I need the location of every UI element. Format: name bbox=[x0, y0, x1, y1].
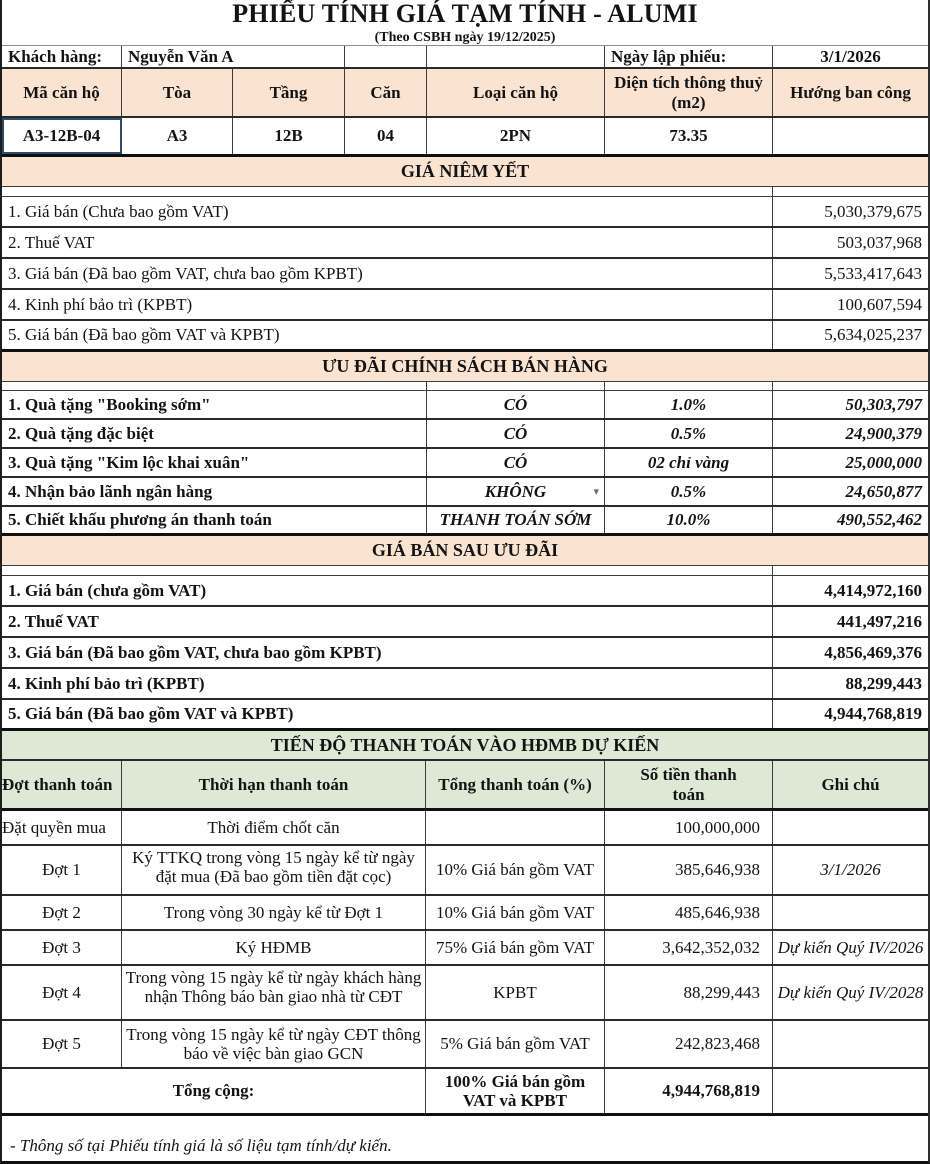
discounted-price-label[interactable]: 5. Giá bán (Đã bao gồm VAT và KPBT) bbox=[2, 700, 773, 728]
cell-area[interactable]: 73.35 bbox=[605, 118, 773, 154]
listed-price-value[interactable]: 5,030,379,675 bbox=[824, 201, 922, 221]
schedule-amount[interactable]: 88,299,443 bbox=[605, 966, 773, 1019]
promotion-row bbox=[2, 391, 928, 420]
schedule-row-5 bbox=[2, 1021, 928, 1069]
discounted-price-row bbox=[2, 700, 928, 731]
listed-price-row bbox=[2, 197, 928, 228]
header-apartment-code[interactable]: Mã căn hộ bbox=[2, 69, 122, 116]
empty-cell[interactable] bbox=[773, 566, 928, 575]
cell-floor[interactable]: 12B bbox=[233, 118, 345, 154]
schedule-header-note[interactable]: Ghi chú bbox=[821, 774, 880, 794]
schedule-amount[interactable]: 100,000,000 bbox=[605, 811, 773, 844]
schedule-row-3 bbox=[2, 931, 928, 966]
promotion-option[interactable]: CÓ bbox=[427, 449, 605, 476]
customer-name-cell[interactable]: Nguyễn Văn A bbox=[122, 46, 345, 67]
schedule-term[interactable]: Ký TTKQ trong vòng 15 ngày kể từ ngày đặt mua (Đã bao gồm tiền đặt cọc) bbox=[122, 846, 426, 894]
header-unit-type[interactable]: Loại căn hộ bbox=[427, 69, 605, 116]
header-area[interactable]: Diện tích thông thuỷ (m2) bbox=[605, 69, 773, 116]
schedule-row-1 bbox=[2, 846, 928, 896]
empty-cell[interactable] bbox=[2, 566, 773, 575]
spacer-row bbox=[2, 187, 928, 197]
listed-price-row bbox=[2, 290, 928, 321]
total-percent-cell[interactable]: 100% Giá bán gồm VAT và KPBT bbox=[426, 1069, 605, 1113]
discounted-price-label[interactable]: 2. Thuế VAT bbox=[2, 607, 773, 636]
listed-price-row bbox=[2, 321, 928, 352]
listed-price-row bbox=[2, 259, 928, 290]
promotion-option[interactable]: CÓ bbox=[427, 420, 605, 447]
promotion-row bbox=[2, 507, 928, 536]
listed-price-label[interactable]: 1. Giá bán (Chưa bao gồm VAT) bbox=[2, 197, 773, 226]
promotion-label[interactable]: 3. Quà tặng "Kim lộc khai xuân" bbox=[2, 449, 427, 476]
empty-cell[interactable] bbox=[345, 46, 427, 67]
header-balcony[interactable]: Hướng ban công bbox=[790, 82, 911, 102]
empty-cell[interactable] bbox=[605, 382, 773, 390]
discounted-price-value[interactable]: 441,497,216 bbox=[837, 611, 922, 631]
total-note-cell[interactable] bbox=[773, 1069, 928, 1113]
schedule-stage[interactable]: Đặt quyền mua bbox=[2, 811, 122, 844]
discounted-price-value[interactable]: 88,299,443 bbox=[845, 673, 922, 693]
promotion-rate[interactable]: 1.0% bbox=[605, 391, 773, 418]
schedule-note[interactable] bbox=[773, 1021, 928, 1067]
issue-date-value-cell[interactable]: 3/1/2026 bbox=[820, 46, 881, 66]
discounted-price-row bbox=[2, 576, 928, 607]
schedule-amount[interactable]: 385,646,938 bbox=[605, 846, 773, 894]
cell-balcony[interactable] bbox=[773, 118, 928, 154]
schedule-note[interactable]: Dự kiến Quý IV/2026 bbox=[777, 937, 924, 957]
schedule-percent[interactable]: 5% Giá bán gồm VAT bbox=[426, 1021, 605, 1067]
schedule-amount[interactable]: 242,823,468 bbox=[605, 1021, 773, 1067]
schedule-amount[interactable]: 485,646,938 bbox=[605, 896, 773, 929]
header-tower[interactable]: Tòa bbox=[122, 69, 233, 116]
promotion-option[interactable]: THANH TOÁN SỚM bbox=[427, 507, 605, 533]
schedule-percent[interactable]: KPBT bbox=[426, 966, 605, 1019]
promotion-row bbox=[2, 478, 928, 507]
empty-cell[interactable] bbox=[773, 382, 928, 390]
promotion-option-text: KHÔNG bbox=[484, 481, 547, 501]
schedule-stage[interactable]: Đợt 4 bbox=[2, 966, 122, 1019]
promotion-label[interactable]: 1. Quà tặng "Booking sớm" bbox=[2, 391, 427, 418]
discounted-price-label[interactable]: 1. Giá bán (chưa gồm VAT) bbox=[2, 576, 773, 605]
schedule-amount[interactable]: 3,642,352,032 bbox=[605, 931, 773, 964]
schedule-term[interactable]: Trong vòng 30 ngày kể từ Đợt 1 bbox=[122, 896, 426, 929]
cell-unit-type[interactable]: 2PN bbox=[427, 118, 605, 154]
listed-price-title[interactable]: GIÁ NIÊM YẾT bbox=[400, 161, 530, 182]
listed-price-value[interactable]: 100,607,594 bbox=[837, 294, 922, 314]
discounted-price-value[interactable]: 4,856,469,376 bbox=[824, 642, 922, 662]
schedule-term[interactable]: Ký HĐMB bbox=[122, 931, 426, 964]
apartment-header-row bbox=[2, 69, 928, 118]
promotion-rate[interactable]: 10.0% bbox=[605, 507, 773, 533]
schedule-percent[interactable] bbox=[426, 811, 605, 844]
schedule-stage[interactable]: Đợt 1 bbox=[2, 846, 122, 894]
listed-price-label[interactable]: 3. Giá bán (Đã bao gồm VAT, chưa bao gồm KPBT) bbox=[2, 259, 773, 288]
promotion-row bbox=[2, 449, 928, 478]
schedule-title[interactable]: TIẾN ĐỘ THANH TOÁN VÀO HĐMB DỰ KIẾN bbox=[270, 734, 660, 755]
footer-note: - Thông số tại Phiếu tính giá là số liệu tạm tính/dự kiến. bbox=[10, 1136, 392, 1155]
promotion-value[interactable]: 50,303,797 bbox=[845, 394, 922, 414]
cell-unit[interactable]: 04 bbox=[345, 118, 427, 154]
listed-price-label[interactable]: 4. Kinh phí bảo trì (KPBT) bbox=[2, 290, 773, 319]
discounted-price-row bbox=[2, 638, 928, 669]
schedule-row-booking bbox=[2, 811, 928, 846]
schedule-header-term[interactable]: Thời hạn thanh toán bbox=[122, 761, 426, 808]
schedule-note[interactable]: Dự kiến Quý IV/2028 bbox=[777, 982, 924, 1002]
header-unit[interactable]: Căn bbox=[345, 69, 427, 116]
total-label-cell[interactable]: Tổng cộng: bbox=[2, 1069, 426, 1113]
promotion-label[interactable]: 4. Nhận bảo lãnh ngân hàng bbox=[2, 478, 427, 505]
empty-cell[interactable] bbox=[427, 46, 605, 67]
discounted-price-title[interactable]: GIÁ BÁN SAU ƯU ĐÃI bbox=[371, 540, 559, 561]
schedule-header-row bbox=[2, 761, 928, 811]
schedule-stage[interactable]: Đợt 5 bbox=[2, 1021, 122, 1067]
schedule-note[interactable] bbox=[773, 811, 928, 844]
apartment-data-row bbox=[2, 118, 928, 157]
promotion-value[interactable]: 24,650,877 bbox=[845, 481, 922, 501]
discounted-price-label[interactable]: 4. Kinh phí bảo trì (KPBT) bbox=[2, 669, 773, 698]
footer-note-row bbox=[2, 1116, 928, 1162]
discounted-price-label[interactable]: 3. Giá bán (Đã bao gồm VAT, chưa bao gồm KPBT) bbox=[2, 638, 773, 667]
discounted-price-value[interactable]: 4,944,768,819 bbox=[824, 704, 922, 724]
page-title: PHIẾU TÍNH GIÁ TẠM TÍNH - ALUMI bbox=[232, 0, 698, 28]
listed-price-value[interactable]: 5,533,417,643 bbox=[824, 263, 922, 283]
schedule-header-amount[interactable]: Số tiền thanh toán bbox=[605, 761, 773, 808]
discounted-price-section-header bbox=[2, 536, 928, 566]
schedule-note[interactable]: 3/1/2026 bbox=[820, 860, 881, 880]
spacer-row bbox=[2, 566, 928, 576]
empty-cell[interactable] bbox=[2, 187, 773, 196]
promotion-option[interactable]: CÓ bbox=[427, 391, 605, 418]
listed-price-label[interactable]: 2. Thuế VAT bbox=[2, 228, 773, 257]
schedule-row-2 bbox=[2, 896, 928, 931]
schedule-note[interactable] bbox=[773, 896, 928, 929]
promotion-row bbox=[2, 420, 928, 449]
promotions-section-header bbox=[2, 352, 928, 382]
total-amount-cell[interactable]: 4,944,768,819 bbox=[605, 1069, 773, 1113]
cell-tower[interactable]: A3 bbox=[122, 118, 233, 154]
schedule-term[interactable]: Thời điểm chốt căn bbox=[122, 811, 426, 844]
discounted-price-row bbox=[2, 669, 928, 700]
selected-cell-apartment-code[interactable]: A3-12B-04 bbox=[2, 118, 122, 154]
listed-price-row bbox=[2, 228, 928, 259]
title-block bbox=[2, 0, 928, 46]
empty-cell[interactable] bbox=[427, 382, 605, 390]
header-floor[interactable]: Tầng bbox=[233, 69, 345, 116]
promotion-value[interactable]: 25,000,000 bbox=[845, 452, 922, 472]
listed-price-value[interactable]: 5,634,025,237 bbox=[824, 325, 922, 345]
promotion-value[interactable]: 24,900,379 bbox=[845, 423, 922, 443]
listed-price-value[interactable]: 503,037,968 bbox=[837, 232, 922, 252]
promotion-label[interactable]: 2. Quà tặng đặc biệt bbox=[2, 420, 427, 447]
promotion-value[interactable]: 490,552,462 bbox=[837, 510, 922, 530]
promotion-label[interactable]: 5. Chiết khấu phương án thanh toán bbox=[2, 507, 427, 533]
schedule-header-stage[interactable]: Đợt thanh toán bbox=[2, 761, 122, 808]
customer-label-cell[interactable]: Khách hàng: bbox=[2, 46, 122, 67]
schedule-total-row bbox=[2, 1069, 928, 1116]
discounted-price-value[interactable]: 4,414,972,160 bbox=[824, 580, 922, 600]
listed-price-label[interactable]: 5. Giá bán (Đã bao gồm VAT và KPBT) bbox=[2, 321, 773, 349]
schedule-row-4 bbox=[2, 966, 928, 1021]
schedule-percent[interactable]: 75% Giá bán gồm VAT bbox=[426, 931, 605, 964]
schedule-percent[interactable]: 10% Giá bán gồm VAT bbox=[426, 846, 605, 894]
spacer-row bbox=[2, 382, 928, 391]
promotion-rate[interactable]: 0.5% bbox=[605, 478, 773, 505]
schedule-term[interactable]: Trong vòng 15 ngày kể từ ngày CĐT thông báo về việc bàn giao GCN bbox=[122, 1021, 426, 1067]
empty-cell[interactable] bbox=[773, 187, 928, 196]
empty-cell[interactable] bbox=[2, 382, 427, 390]
schedule-header-percent[interactable]: Tổng thanh toán (%) bbox=[426, 761, 605, 808]
listed-price-section-header bbox=[2, 157, 928, 187]
schedule-percent[interactable]: 10% Giá bán gồm VAT bbox=[426, 896, 605, 929]
customer-row bbox=[2, 46, 928, 69]
schedule-section-header bbox=[2, 731, 928, 761]
schedule-stage[interactable]: Đợt 3 bbox=[2, 931, 122, 964]
promotion-rate[interactable]: 0.5% bbox=[605, 420, 773, 447]
dropdown-arrow-icon[interactable]: ▾ bbox=[593, 485, 599, 498]
schedule-term[interactable]: Trong vòng 15 ngày kể từ ngày khách hàng nhận Thông báo bàn giao nhà từ CĐT bbox=[122, 966, 426, 1019]
promotions-title[interactable]: ƯU ĐÃI CHÍNH SÁCH BÁN HÀNG bbox=[322, 356, 608, 377]
page-subtitle: (Theo CSBH ngày 19/12/2025) bbox=[374, 30, 556, 45]
issue-date-label-cell[interactable]: Ngày lập phiếu: bbox=[605, 46, 773, 67]
promotion-rate[interactable]: 02 chỉ vàng bbox=[605, 449, 773, 476]
promotion-option-dropdown[interactable] bbox=[427, 478, 605, 505]
discounted-price-row bbox=[2, 607, 928, 638]
schedule-stage[interactable]: Đợt 2 bbox=[2, 896, 122, 929]
